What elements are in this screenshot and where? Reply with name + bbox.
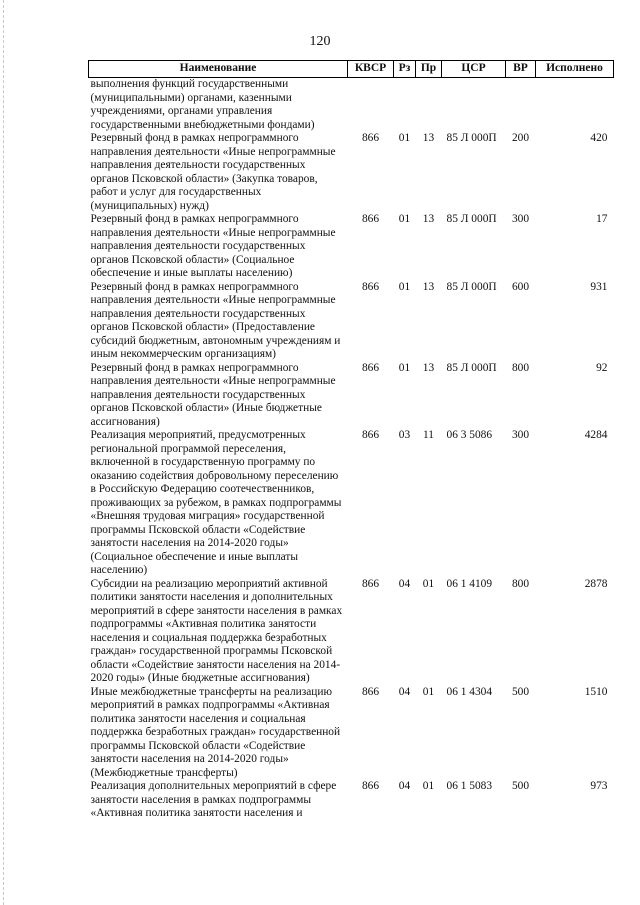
row-rz: 03 [398, 429, 411, 441]
row-csr: 85 Л 000П [446, 280, 497, 293]
row-pr: 13 [422, 280, 435, 293]
row-name: Субсидии на реализацию мероприятий активной политики занятости населения и дополнительных мероприятий в сфере занятости населения в рамках подпрограммы «Активная политика занятости населения и социальная поддержка безработных граждан» государственной программы Псковской области «Содействие занятости населения на 2014-2020 годы» (Иные бюджетные ассигнования) [90, 577, 343, 684]
row-csr: 06 1 4109 [446, 577, 493, 590]
page-edge-line [3, 0, 5, 905]
table-row [89, 780, 614, 821]
row-kvsr: 866 [361, 213, 380, 225]
row-executed: 420 [590, 132, 608, 144]
row-pr: 01 [422, 577, 435, 590]
continuation-text: выполнения функций государственными (муниципальными) органами, казенными учреждениями, органами управления государственными внебюджетными фондами) [90, 78, 315, 131]
row-pr: 01 [422, 780, 435, 792]
row-csr: 85 Л 000П [446, 361, 497, 374]
row-rz: 04 [398, 780, 411, 792]
row-rz: 04 [398, 685, 411, 698]
budget-table [88, 60, 614, 821]
row-rz: 01 [398, 213, 411, 225]
row-pr: 13 [422, 361, 435, 374]
table-row [89, 362, 614, 430]
page-number: 120 [309, 34, 331, 49]
row-csr: 06 1 5083 [446, 780, 493, 792]
row-vr: 800 [511, 361, 530, 374]
table-row [89, 281, 614, 362]
row-pr: 13 [422, 132, 435, 144]
continuation-row [89, 78, 614, 133]
row-csr: 06 1 4304 [446, 685, 493, 698]
row-kvsr: 866 [361, 132, 380, 144]
table-header-row [89, 61, 614, 78]
row-kvsr: 866 [361, 780, 380, 792]
table-row [89, 213, 614, 281]
row-csr: 06 3 5086 [446, 429, 493, 441]
row-kvsr: 866 [361, 685, 380, 698]
table-row [89, 686, 614, 781]
row-vr: 300 [511, 429, 530, 441]
row-csr: 85 Л 000П [446, 213, 497, 225]
row-executed: 4284 [584, 429, 608, 441]
row-executed: 17 [596, 213, 608, 225]
row-name: Резервный фонд в рамках непрограммного направления деятельности «Иные непрограммные направления деятельности государственных органов Псковской области» (Социальное обеспечение и иные выплаты населению) [90, 213, 336, 279]
row-vr: 800 [511, 577, 530, 590]
table-row [89, 578, 614, 686]
row-vr: 500 [511, 685, 530, 698]
row-name: Резервный фонд в рамках непрограммного направления деятельности «Иные непрограммные направления деятельности государственных органов Псковской области» (Иные бюджетные ассигнования) [90, 361, 336, 428]
row-rz: 01 [398, 361, 411, 374]
header-csr: ЦСР [442, 61, 506, 78]
row-name: Иные межбюджетные трансферты на реализацию мероприятий в рамках подпрограммы «Активная политика занятости населения и социальная поддержка безработных граждан» государственной программы Псковской области «Содействие занятости населения на 2014-2020 годы» (Межбюджетные трансферты) [90, 685, 341, 779]
row-kvsr: 866 [361, 280, 380, 293]
row-executed: 1510 [584, 685, 608, 698]
row-vr: 200 [511, 132, 530, 144]
row-kvsr: 866 [361, 429, 380, 441]
row-name: Резервный фонд в рамках непрограммного направления деятельности «Иные непрограммные направления деятельности государственных органов Псковской области» (Предоставление субсидий бюджетным, автономным учреждениям и иным некоммерческим организациям) [90, 280, 341, 360]
row-kvsr: 866 [361, 577, 380, 590]
header-executed: Исполнено [536, 61, 614, 78]
row-name: Реализация мероприятий, предусмотренных региональной программой переселения, включенной в государственную программу по оказанию содействия добровольному переселению в Российскую Федерацию соотечественников, проживающих за рубежом, в рамках подпрограммы «Внешняя трудовая миграция» государственной программы Псковской области «Содействие занятости населения на 2014-2020 годы» (Социальное обеспечение и иные выплаты населению) [90, 429, 342, 576]
row-executed: 92 [596, 361, 608, 374]
header-name: Наименование [89, 61, 348, 78]
table-row [89, 429, 614, 578]
row-name: Реализация дополнительных мероприятий в сфере занятости населения в рамках подпрограммы «Активная политика занятости населения и [90, 780, 337, 819]
row-vr: 600 [511, 280, 530, 293]
row-vr: 300 [511, 213, 530, 225]
row-pr: 13 [422, 213, 435, 225]
header-kvsr: КВСР [348, 61, 394, 78]
row-name: Резервный фонд в рамках непрограммного направления деятельности «Иные непрограммные направления деятельности государственных органов Псковской области» (Закупка товаров, работ и услуг для государственных (муниципальных) нужд) [90, 132, 336, 212]
header-vr: ВР [506, 61, 536, 78]
table-row [89, 132, 614, 213]
row-executed: 2878 [584, 577, 608, 590]
header-pr: Пр [416, 61, 442, 78]
row-pr: 01 [422, 685, 435, 698]
row-rz: 04 [398, 577, 411, 590]
row-executed: 931 [590, 280, 608, 293]
row-pr: 11 [423, 429, 434, 441]
row-vr: 500 [511, 780, 530, 792]
row-kvsr: 866 [361, 361, 380, 374]
header-rz: Рз [394, 61, 416, 78]
row-executed: 973 [590, 780, 608, 792]
row-rz: 01 [398, 132, 411, 144]
row-rz: 01 [398, 280, 411, 293]
row-csr: 85 Л 000П [446, 132, 497, 144]
